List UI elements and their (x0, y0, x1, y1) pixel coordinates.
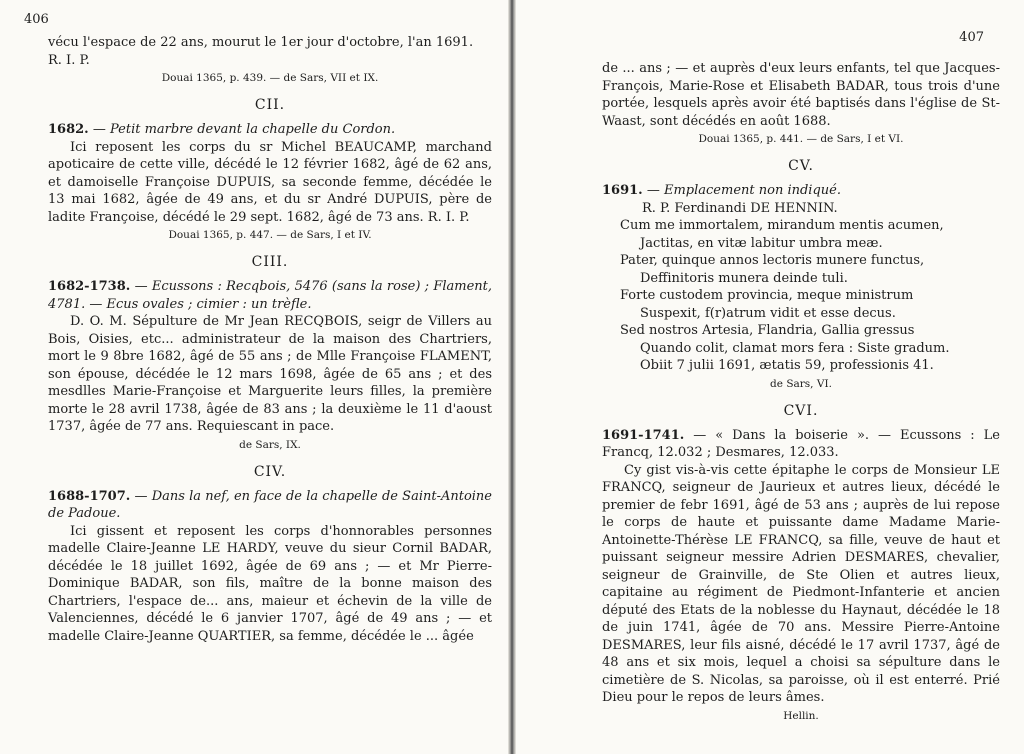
section-header-text: — Petit marbre devant la chapelle du Cordon. (88, 122, 396, 137)
section-year: 1682-1738. (48, 279, 131, 294)
name-line: R. P. Ferdinandi DE HENNIN. (642, 200, 838, 216)
section-year: 1688-1707. (48, 488, 131, 504)
intro-line: vécu l'espace de 22 ans, mourut le 1er jour d'octobre, l'an 1691. (48, 35, 474, 50)
section-header (48, 278, 492, 313)
verse-line: Deffinitoris munera deinde tuli. (640, 270, 848, 286)
section-header-text: — Emplacement non indiqué. (642, 183, 841, 198)
verse-line: Quando colit, clamat mors fera : Siste gradum. (640, 340, 950, 356)
section-header (48, 121, 492, 139)
verse-line: Jactitas, en vitæ labitur umbra meæ. (640, 235, 883, 251)
verse-line: Sed nostros Artesia, Flandria, Gallia gressus (620, 323, 915, 338)
section-header (602, 182, 1000, 200)
intro-text: de ... ans ; — et auprès d'eux leurs enfants, tel que Jacques-François, Marie-Rose et Elisabeth BADAR, tous trois d'une portée, lesquels après avoir été baptisés dans l'église de St-Waast, sont décédés en août 1688. (602, 61, 1000, 129)
section-year: 1682. (48, 122, 89, 137)
section-header-text: — Ecussons : Recqbois, 5476 (sans la rose) ; Flament, 4781. — Ecus ovales ; cimier : un trèfle. (48, 279, 492, 312)
section-body: Cy gist vis-à-vis cette épitaphe le corps de Monsieur LE FRANCQ, seigneur de Jaurieux et autres lieux, décédé le premier de febr 1691, âgé de 53 ans ; auprès de lui repose le corps de haute et puissante dame Madame Marie-Antoinette-Thérèse LE FRANCQ, sa fille, veuve de haut et puissant seigneur messire Adrien DESMARES, chevalier, seigneur de Grainville, de Ste Olien et autres lieux, capitaine au régiment de Piedmont-Infanterie et ancien député des Etats de la noblesse du Haynaut, décédée le 18 de juin 1741, âgée de 70 ans. Messire Pierre-Antoine DESMARES, leur fils aisné, décédé le 17 avril 1737, âgé de 48 ans et six mois, lequel a choisi sa sépulture dans le cimetière de S. Nicolas, sa paroisse, où il est enterré. Prié Dieu pour le repos de leurs âmes. (602, 462, 1000, 705)
page-number: 406 (24, 12, 49, 27)
source-note: Douai 1365, p. 447. — de Sars, I et IV. (168, 229, 372, 241)
verse-line: Forte custodem provincia, meque ministrum (620, 288, 914, 303)
section-numeral: CII. (254, 97, 286, 113)
source-note: Douai 1365, p. 441. — de Sars, I et VI. (698, 133, 904, 145)
intro-line: R. I. P. (48, 52, 90, 68)
section-numeral: CIV. (253, 463, 287, 480)
section-header (602, 427, 1000, 462)
section-header (48, 488, 492, 523)
epitaph-verse (602, 200, 1000, 375)
source-note: Douai 1365, p. 439. — de Sars, VII et IX. (161, 72, 379, 84)
verse-line: Suspexit, f(r)atrum vidit et esse decus. (640, 305, 896, 321)
source-note: Hellin. (783, 709, 819, 722)
page-number: 407 (959, 30, 984, 45)
section-numeral: CV. (788, 158, 814, 174)
source-note: de Sars, VI. (770, 377, 832, 390)
section-body: Ici reposent les corps du sr Michel BEAUCAMP, marchand apoticaire de cette ville, décédé le 12 février 1682, âgé de 62 ans, et damoiselle Françoise DUPUIS, sa seconde femme, décédée le 13 mai 1682, âgée de 49 ans, et du sr André DUPUIS, père de ladite Françoise, décédé le 29 sept. 1682, âgé de 73 ans. R. I. P. (48, 139, 492, 225)
source-note: de Sars, IX. (239, 438, 301, 451)
section-body: D. O. M. Sépulture de Mr Jean RECQBOIS, seigr de Villers au Bois, Oisies, etc... administrateur de la maison des Chartriers, mort le 9 8bre 1682, âgé de 55 ans ; de Mlle Françoise FLAMENT, son épouse, décédée le 12 mars 1698, âgée de 65 ans ; et des mesdlles Marie-Françoise et Marguerite leurs filles, la première morte le 28 avril 1738, âgée de 83 ans ; la deuxième le 11 d'aoust 1737, âgée de 77 ans. Requiescant in pace. (48, 314, 492, 434)
section-year: 1691-1741. (602, 427, 685, 443)
verse-line: Pater, quinque annos lectoris munere functus, (620, 253, 925, 268)
verse-line: Obiit 7 julii 1691, ætatis 59, professionis 41. (640, 358, 934, 373)
section-year: 1691. (602, 183, 643, 198)
section-header-text: — « Dans la boiserie ». — Ecussons : Le Francq, 12.032 ; Desmares, 12.033. (602, 427, 1000, 460)
section-body: Ici gissent et reposent les corps d'honnorables personnes madelle Claire-Jeanne LE HARDY, veuve du sieur Cornil BADAR, décédée le 18 juillet 1692, âgée de 69 ans ; — et Mr Pierre-Dominique BADAR, son fils, maître de la bonne maison des Chartriers, l'espace de... ans, maieur et échevin de la ville de Valenciennes, décédé le 6 janvier 1707, âgé de 49 ans ; — et madelle Claire-Jeanne QUARTIER, sa femme, décédée le ... âgée (48, 523, 492, 644)
section-header-text: — Dans la nef, en face de la chapelle de Saint-Antoine de Padoue. (48, 488, 492, 521)
verse-line: Cum me immortalem, mirandum mentis acumen, (620, 218, 944, 233)
section-numeral: CVI. (783, 402, 819, 419)
right-page (512, 0, 1024, 754)
section-numeral: CIII. (251, 254, 289, 270)
